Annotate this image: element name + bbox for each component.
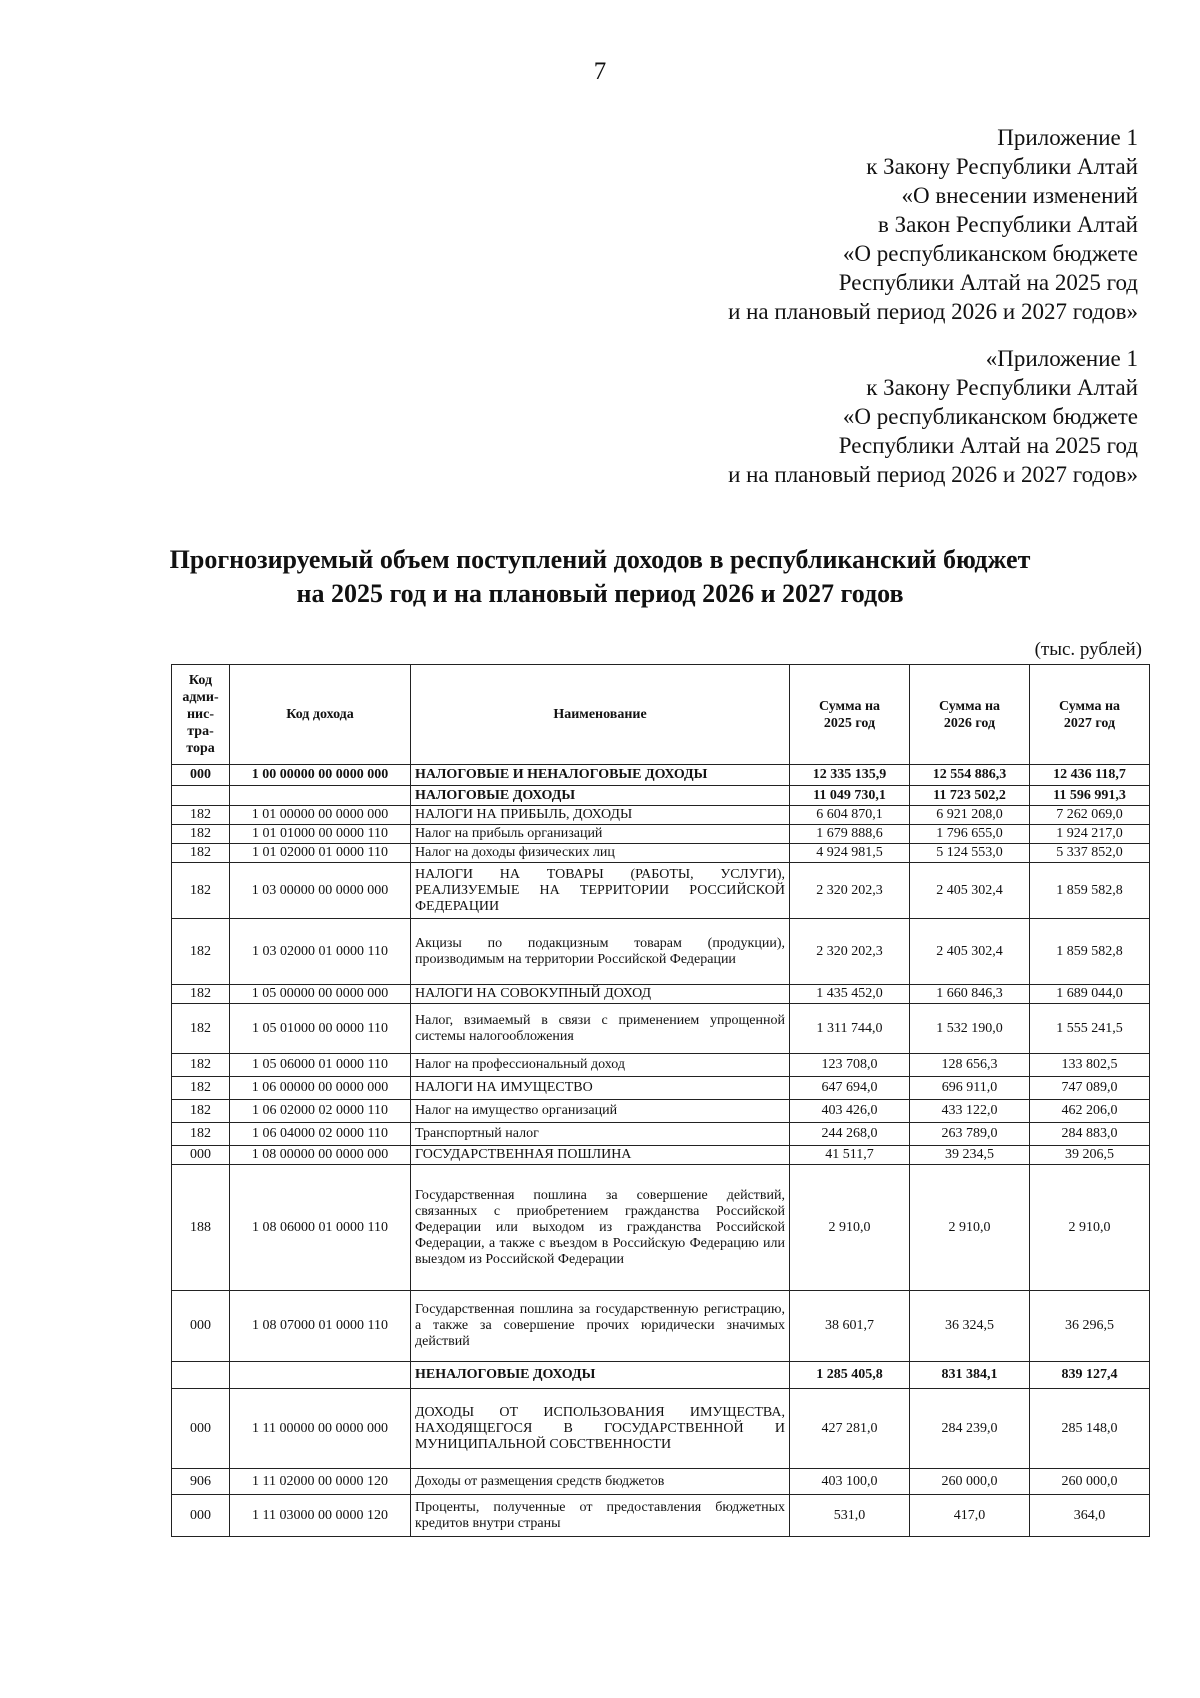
document-title-line: Прогнозируемый объем поступлений доходов в республиканский бюджет bbox=[169, 545, 1031, 574]
table-row bbox=[172, 863, 1150, 919]
cell-2026: 11 723 502,2 bbox=[910, 786, 1030, 806]
cell-admin: 000 bbox=[172, 1146, 230, 1165]
cell-2025: 12 335 135,9 bbox=[790, 765, 910, 786]
cell-2026: 128 656,3 bbox=[910, 1054, 1030, 1077]
cell-name: Налог на имущество организаций bbox=[411, 1100, 790, 1123]
header-line: адми- bbox=[182, 690, 219, 705]
appendix-line: Республики Алтай на 2025 год bbox=[838, 433, 1138, 458]
cell-code: 1 00 00000 00 0000 000 bbox=[230, 765, 411, 786]
header-line: 2027 год bbox=[1063, 715, 1116, 731]
cell-admin: 182 bbox=[172, 806, 230, 825]
header-line: 2025 год bbox=[823, 715, 876, 731]
cell-2027: 1 689 044,0 bbox=[1030, 985, 1150, 1004]
cell-name: Акцизы по подакцизным товарам (продукции), производимым на территории Российской Федерации bbox=[411, 919, 790, 985]
header-line: нис- bbox=[186, 707, 214, 722]
cell-2026: 260 000,0 bbox=[910, 1469, 1030, 1495]
cell-2026: 433 122,0 bbox=[910, 1100, 1030, 1123]
cell-2025: 1 435 452,0 bbox=[790, 985, 910, 1004]
cell-2027: 1 859 582,8 bbox=[1030, 863, 1150, 919]
cell-code: 1 01 02000 01 0000 110 bbox=[230, 844, 411, 863]
header-line: Сумма на bbox=[938, 698, 1001, 714]
cell-2025: 403 426,0 bbox=[790, 1100, 910, 1123]
cell-name: НАЛОГОВЫЕ И НЕНАЛОГОВЫЕ ДОХОДЫ bbox=[411, 765, 790, 786]
cell-2025: 41 511,7 bbox=[790, 1146, 910, 1165]
cell-2027: 839 127,4 bbox=[1030, 1362, 1150, 1389]
appendix-line: Приложение 1 bbox=[997, 125, 1138, 150]
table-row bbox=[172, 985, 1150, 1004]
cell-2027: 1 924 217,0 bbox=[1030, 825, 1150, 844]
cell-2025: 2 910,0 bbox=[790, 1165, 910, 1291]
appendix-line: «Приложение 1 bbox=[985, 346, 1138, 371]
header-line: 2026 год bbox=[943, 715, 996, 731]
cell-code: 1 08 06000 01 0000 110 bbox=[230, 1165, 411, 1291]
cell-name: Налог на прибыль организаций bbox=[411, 825, 790, 844]
cell-admin: 182 bbox=[172, 825, 230, 844]
cell-code: 1 01 01000 00 0000 110 bbox=[230, 825, 411, 844]
table-row bbox=[172, 1054, 1150, 1077]
table-row bbox=[172, 1165, 1150, 1291]
cell-2025: 2 320 202,3 bbox=[790, 919, 910, 985]
cell-code: 1 03 00000 00 0000 000 bbox=[230, 863, 411, 919]
table-row bbox=[172, 1123, 1150, 1146]
header-line: Код bbox=[188, 673, 213, 688]
cell-2025: 427 281,0 bbox=[790, 1389, 910, 1469]
cell-2026: 2 405 302,4 bbox=[910, 863, 1030, 919]
table-row bbox=[172, 1004, 1150, 1054]
cell-name: Налог на доходы физических лиц bbox=[411, 844, 790, 863]
cell-2027: 260 000,0 bbox=[1030, 1469, 1150, 1495]
cell-2027: 11 596 991,3 bbox=[1030, 786, 1150, 806]
cell-2025: 647 694,0 bbox=[790, 1077, 910, 1100]
cell-2026: 6 921 208,0 bbox=[910, 806, 1030, 825]
cell-code: 1 01 00000 00 0000 000 bbox=[230, 806, 411, 825]
table-row bbox=[172, 1077, 1150, 1100]
cell-2025: 403 100,0 bbox=[790, 1469, 910, 1495]
cell-code: 1 11 00000 00 0000 000 bbox=[230, 1389, 411, 1469]
cell-2026: 1 796 655,0 bbox=[910, 825, 1030, 844]
cell-code: 1 05 01000 00 0000 110 bbox=[230, 1004, 411, 1054]
cell-2025: 1 679 888,6 bbox=[790, 825, 910, 844]
cell-admin bbox=[172, 786, 230, 806]
cell-admin: 000 bbox=[172, 1389, 230, 1469]
cell-2025: 1 285 405,8 bbox=[790, 1362, 910, 1389]
cell-code: 1 11 02000 00 0000 120 bbox=[230, 1469, 411, 1495]
cell-2027: 133 802,5 bbox=[1030, 1054, 1150, 1077]
table-row bbox=[172, 1146, 1150, 1165]
cell-admin: 182 bbox=[172, 1100, 230, 1123]
cell-admin: 182 bbox=[172, 1004, 230, 1054]
cell-name: Государственная пошлина за государственную регистрацию, а также за совершение прочих юридически значимых действий bbox=[411, 1291, 790, 1362]
cell-2026: 5 124 553,0 bbox=[910, 844, 1030, 863]
cell-code: 1 06 02000 02 0000 110 bbox=[230, 1100, 411, 1123]
cell-2027: 2 910,0 bbox=[1030, 1165, 1150, 1291]
cell-admin: 000 bbox=[172, 765, 230, 786]
table-row bbox=[172, 1469, 1150, 1495]
appendix-line: к Закону Республики Алтай bbox=[866, 154, 1138, 179]
cell-2027: 462 206,0 bbox=[1030, 1100, 1150, 1123]
cell-2025: 38 601,7 bbox=[790, 1291, 910, 1362]
cell-name: Доходы от размещения средств бюджетов bbox=[411, 1469, 790, 1495]
appendix-line: и на плановый период 2026 и 2027 годов» bbox=[728, 299, 1138, 324]
revenue-table bbox=[171, 664, 1150, 1537]
appendix-line: «О внесении изменений bbox=[901, 183, 1138, 208]
cell-2026: 36 324,5 bbox=[910, 1291, 1030, 1362]
cell-admin: 182 bbox=[172, 1123, 230, 1146]
table-row bbox=[172, 1100, 1150, 1123]
cell-code: 1 05 00000 00 0000 000 bbox=[230, 985, 411, 1004]
cell-code: 1 08 00000 00 0000 000 bbox=[230, 1146, 411, 1165]
table-row bbox=[172, 1389, 1150, 1469]
cell-admin: 906 bbox=[172, 1469, 230, 1495]
document-title bbox=[100, 543, 1100, 611]
header-name: Наименование bbox=[411, 665, 790, 765]
cell-2026: 39 234,5 bbox=[910, 1146, 1030, 1165]
cell-2025: 531,0 bbox=[790, 1495, 910, 1537]
cell-code: 1 06 04000 02 0000 110 bbox=[230, 1123, 411, 1146]
cell-name: ГОСУДАРСТВЕННАЯ ПОШЛИНА bbox=[411, 1146, 790, 1165]
appendix-line: в Закон Республики Алтай bbox=[878, 212, 1138, 237]
cell-2026: 1 660 846,3 bbox=[910, 985, 1030, 1004]
cell-2027: 364,0 bbox=[1030, 1495, 1150, 1537]
cell-2026: 831 384,1 bbox=[910, 1362, 1030, 1389]
cell-admin: 182 bbox=[172, 863, 230, 919]
cell-name: Транспортный налог bbox=[411, 1123, 790, 1146]
cell-2026: 12 554 886,3 bbox=[910, 765, 1030, 786]
cell-name: Государственная пошлина за совершение действий, связанных с приобретением гражданства Российской Федерации или выходом из гражданства Российской Федерации, а также с въездом в Российскую Федерацию или выездом из Российской Федерации bbox=[411, 1165, 790, 1291]
header-revenue-code: Код дохода bbox=[230, 665, 411, 765]
table-row bbox=[172, 765, 1150, 786]
header-line: Сумма на bbox=[818, 698, 881, 714]
cell-admin: 182 bbox=[172, 844, 230, 863]
appendix-line: Республики Алтай на 2025 год bbox=[838, 270, 1138, 295]
table-row bbox=[172, 844, 1150, 863]
cell-2026: 2 405 302,4 bbox=[910, 919, 1030, 985]
cell-code: 1 08 07000 01 0000 110 bbox=[230, 1291, 411, 1362]
cell-admin: 188 bbox=[172, 1165, 230, 1291]
cell-name: НЕНАЛОГОВЫЕ ДОХОДЫ bbox=[411, 1362, 790, 1389]
table-row bbox=[172, 806, 1150, 825]
header-sum-2026 bbox=[910, 665, 1030, 765]
cell-code: 1 03 02000 01 0000 110 bbox=[230, 919, 411, 985]
cell-2025: 123 708,0 bbox=[790, 1054, 910, 1077]
cell-2026: 696 911,0 bbox=[910, 1077, 1030, 1100]
cell-2027: 36 296,5 bbox=[1030, 1291, 1150, 1362]
table-row bbox=[172, 1495, 1150, 1537]
cell-admin: 182 bbox=[172, 1077, 230, 1100]
table-row bbox=[172, 1362, 1150, 1389]
cell-code: 1 11 03000 00 0000 120 bbox=[230, 1495, 411, 1537]
header-admin-code bbox=[172, 665, 230, 765]
cell-code bbox=[230, 786, 411, 806]
cell-2025: 11 049 730,1 bbox=[790, 786, 910, 806]
cell-admin: 182 bbox=[172, 919, 230, 985]
cell-2025: 2 320 202,3 bbox=[790, 863, 910, 919]
cell-admin: 000 bbox=[172, 1291, 230, 1362]
cell-2025: 6 604 870,1 bbox=[790, 806, 910, 825]
cell-admin: 182 bbox=[172, 1054, 230, 1077]
cell-2027: 747 089,0 bbox=[1030, 1077, 1150, 1100]
cell-2026: 284 239,0 bbox=[910, 1389, 1030, 1469]
cell-2025: 4 924 981,5 bbox=[790, 844, 910, 863]
header-sum-2027 bbox=[1030, 665, 1150, 765]
appendix-line: и на плановый период 2026 и 2027 годов» bbox=[728, 462, 1138, 487]
cell-2025: 244 268,0 bbox=[790, 1123, 910, 1146]
cell-2027: 1 859 582,8 bbox=[1030, 919, 1150, 985]
table-row bbox=[172, 786, 1150, 806]
cell-code: 1 05 06000 01 0000 110 bbox=[230, 1054, 411, 1077]
appendix-line: «О республиканском бюджете bbox=[842, 404, 1138, 429]
cell-name: Проценты, полученные от предоставления бюджетных кредитов внутри страны bbox=[411, 1495, 790, 1537]
cell-2026: 1 532 190,0 bbox=[910, 1004, 1030, 1054]
cell-code: 1 06 00000 00 0000 000 bbox=[230, 1077, 411, 1100]
table-row bbox=[172, 919, 1150, 985]
cell-2027: 5 337 852,0 bbox=[1030, 844, 1150, 863]
cell-name: Налог, взимаемый в связи с применением упрощенной системы налогообложения bbox=[411, 1004, 790, 1054]
cell-code bbox=[230, 1362, 411, 1389]
cell-2027: 39 206,5 bbox=[1030, 1146, 1150, 1165]
cell-2026: 2 910,0 bbox=[910, 1165, 1030, 1291]
table-row bbox=[172, 825, 1150, 844]
document-title-line: на 2025 год и на плановый период 2026 и 2027 годов bbox=[296, 579, 904, 608]
appendix-header-original bbox=[728, 344, 1138, 489]
cell-name: НАЛОГИ НА ТОВАРЫ (РАБОТЫ, УСЛУГИ), РЕАЛИЗУЕМЫЕ НА ТЕРРИТОРИИ РОССИЙСКОЙ ФЕДЕРАЦИИ bbox=[411, 863, 790, 919]
appendix-line: к Закону Республики Алтай bbox=[866, 375, 1138, 400]
cell-2027: 284 883,0 bbox=[1030, 1123, 1150, 1146]
cell-name: НАЛОГИ НА СОВОКУПНЫЙ ДОХОД bbox=[411, 985, 790, 1004]
cell-2026: 417,0 bbox=[910, 1495, 1030, 1537]
cell-2026: 263 789,0 bbox=[910, 1123, 1030, 1146]
cell-name: НАЛОГОВЫЕ ДОХОДЫ bbox=[411, 786, 790, 806]
header-line: тра- bbox=[187, 724, 214, 739]
cell-name: НАЛОГИ НА ИМУЩЕСТВО bbox=[411, 1077, 790, 1100]
cell-admin: 182 bbox=[172, 985, 230, 1004]
header-sum-2025 bbox=[790, 665, 910, 765]
table-header-row bbox=[172, 665, 1150, 765]
cell-2027: 7 262 069,0 bbox=[1030, 806, 1150, 825]
appendix-header-current bbox=[728, 123, 1138, 326]
header-line: Сумма на bbox=[1058, 698, 1121, 714]
cell-2027: 285 148,0 bbox=[1030, 1389, 1150, 1469]
cell-2027: 12 436 118,7 bbox=[1030, 765, 1150, 786]
cell-admin bbox=[172, 1362, 230, 1389]
cell-name: НАЛОГИ НА ПРИБЫЛЬ, ДОХОДЫ bbox=[411, 806, 790, 825]
cell-name: Налог на профессиональный доход bbox=[411, 1054, 790, 1077]
table-row bbox=[172, 1291, 1150, 1362]
appendix-line: «О республиканском бюджете bbox=[842, 241, 1138, 266]
cell-name: ДОХОДЫ ОТ ИСПОЛЬЗОВАНИЯ ИМУЩЕСТВА, НАХОДЯЩЕГОСЯ В ГОСУДАРСТВЕННОЙ И МУНИЦИПАЛЬНОЙ СОБСТВЕННОСТИ bbox=[411, 1389, 790, 1469]
cell-2025: 1 311 744,0 bbox=[790, 1004, 910, 1054]
cell-admin: 000 bbox=[172, 1495, 230, 1537]
page-number: 7 bbox=[593, 58, 607, 85]
cell-2027: 1 555 241,5 bbox=[1030, 1004, 1150, 1054]
units-label: (тыс. рублей) bbox=[1034, 639, 1142, 660]
header-line: тора bbox=[186, 741, 215, 756]
